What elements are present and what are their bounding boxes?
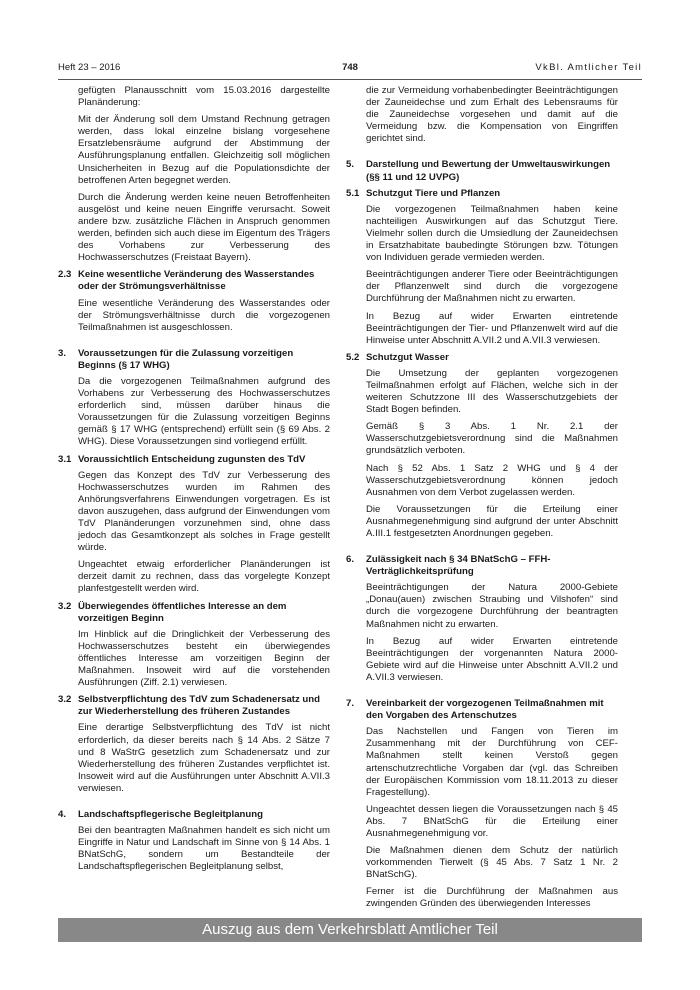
paragraph-3: Da die vorgezogenen Teilmaßnahmen aufgrund des Vorhabens zur Verbesserung des Hochwasserschutzes erforderlich sind, müssen darüber hinaus die Voraussetzungen für die Zulassung vorzeitigen Beginns gemäß § 17 WHG (entsprechend) erfüllt sein (§ 69 Abs. 2 WHG). Diese Voraussetzungen sind vorliegend erfüllt. — [78, 375, 330, 448]
paragraph-no-impact: Durch die Änderung werden keine neuen Betroffenheiten ausgelöst und keine neuen Eingriffe verursacht. Soweit andere bzw. zusätzliche Flächen in Anspruch genommen werden, befinden sich auch diese im Eigentum des Trägers des Vorhabens zur Verbesserung des Hochwasserschutzes (Freistaat Bayern). — [78, 191, 330, 264]
heading-text: Darstellung und Bewertung der Umweltauswirkungen (§§ 11 und 12 UVPG) — [366, 159, 611, 183]
paragraph-7a: Das Nachstellen und Fangen von Tieren im Zusammenhang mit der Durchführung von CEF-Maßnahmen stellt keinen Verstoß gegen artenschutzrechtliche Vorgaben dar (vgl. das Schreiben der Europäischen Kommission vom 18.11.2013 zu dieser Fragestellung). — [366, 726, 618, 798]
paragraph-5-1a: Die vorgezogenen Teilmaßnahmen haben keine nachteiligen Auswirkungen auf das Schutzgut Tiere. Vielmehr sollen durch die Umsiedlung der Zauneidechsen in Ersatzhabitate baubedingte Störungen bzw. Tötungen von Individuen gerade vermieden werden. — [366, 203, 618, 264]
heading-number: 3.2 — [58, 600, 72, 612]
paragraph-3-1a: Gegen das Konzept des TdV zur Verbesserung des Hochwasserschutzes wurden im Rahmen des Anhörungsverfahrens Einwendungen vorgetragen. Es ist davon auszugehen, dass aufgrund der Einwendungen vom TdV Planänderungen vorzunehmen sind, ohne dass jedoch das Gesamtkonzept als solches in Frage gestellt würde. — [78, 469, 330, 554]
right-column — [346, 85, 618, 916]
issue-label: Heft 23 – 2016 — [58, 62, 121, 73]
heading-number: 2.3 — [58, 269, 72, 281]
heading-number: 4. — [58, 808, 67, 820]
heading-2-3 — [58, 269, 330, 293]
heading-text: Schutzgut Tiere und Pflanzen — [366, 187, 501, 199]
paragraph-3-2: Im Hinblick auf die Dringlichkeit der Verbesserung des Hochwasserschutzes besteht ein überwiegendes öffentliches Interesse am vorzeitigen Beginn der Maßnahmen. Insoweit wird auf die vorstehenden Ausführungen (Ziff. 2.1) verwiesen. — [78, 628, 330, 689]
heading-4 — [58, 809, 330, 821]
heading-3-2-selbstverpflichtung — [58, 694, 330, 718]
paragraph-5-2a: Die Umsetzung der geplanten vorgezogenen Teilmaßnahmen erfolgt auf Flächen, welche sich in der weiteren Schutzzone III des Wasserschutzgebiets der Stadt Bogen befinden. — [366, 367, 618, 416]
heading-number: 5.2 — [346, 351, 360, 363]
paragraph-5-2d: Die Voraussetzungen für die Erteilung einer Ausnahmegenehmigung sind aufgrund der unter Abschnitt A.III.1 festgesetzten Anordnungen gegeben. — [366, 503, 618, 539]
paragraph-change: Mit der Änderung soll dem Umstand Rechnung getragen werden, dass lokal einzelne bislang vorgesehene Ersatzlebensräume aufgrund der Abstimmung der Ausführungsplanung entfallen. Gleichzeitig soll möglichen Unsicherheiten in Bezug auf die Populationsdichte der betroffenen Arten begegnet werden. — [78, 114, 330, 186]
paragraph-6b: In Bezug auf wider Erwarten eintretende Beeinträchtigungen der vorgenannten Natura 2000-Gebiete wird auf die Hinweise unter Abschnitt A.VII.2 und A.VII.3 verwiesen. — [366, 635, 618, 683]
paragraph-6a: Beeinträchtigungen der Natura 2000-Gebiete „Donau(auen) zwischen Straubing und Vilshofen“ sind durch die vorgezogene Durchführung der beantragten Maßnahmen nicht zu erwarten. — [366, 582, 618, 630]
heading-text: Überwiegendes öffentliches Interesse an dem vorzeitigen Beginn — [78, 600, 287, 624]
footer-banner: Auszug aus dem Verkehrsblatt Amtlicher Teil — [58, 918, 642, 942]
paragraph-intro: gefügten Planausschnitt vom 15.03.2016 dargestellte Planänderung: — [78, 85, 330, 109]
heading-6 — [346, 554, 618, 578]
heading-text: Landschaftspflegerische Begleitplanung — [78, 808, 263, 820]
publication-label: VkBl. Amtlicher Teil — [535, 62, 642, 73]
page-header — [58, 59, 642, 77]
heading-text: Voraussichtlich Entscheidung zugunsten des TdV — [78, 453, 306, 465]
paragraph-5-2b: Gemäß § 3 Abs. 1 Nr. 2.1 der Wasserschutzgebietsverordnung sind die Maßnahmen grundsätzlich verboten. — [366, 421, 618, 457]
heading-text: Voraussetzungen für die Zulassung vorzeitigen Beginns (§ 17 WHG) — [78, 347, 294, 371]
paragraph-5-1b: Beeinträchtigungen anderer Tiere oder Beeinträchtigungen der Pflanzenwelt sind durch die vorgezogene Durchführung der Maßnahmen nicht zu erwarten. — [366, 269, 618, 305]
heading-number: 5. — [346, 159, 355, 171]
heading-number: 3.1 — [58, 453, 72, 465]
paragraph-continued: die zur Vermeidung vorhabenbedingter Beeinträchtigungen der Zauneidechse und zum Erhalt des Lebensraums für die Zauneidechse vorgesehen und damit auf die Vermeidung bzw. die Kompensation von Eingriffen gerichtet sind. — [366, 85, 618, 145]
heading-5-1 — [346, 188, 618, 200]
paragraph-3-2-selbstverpflichtung: Eine derartige Selbstverpflichtung des TdV ist nicht erforderlich, da dieser bereits nach § 14 Abs. 2 Sätze 7 und 8 WaStrG gesetzlich zum Schadenersatz und zur Wiederherstellung des früheren Zustandes verpflichtet ist. Insoweit wird auf die Ausführungen unter Abschnitt A.VII.3 verwiesen. — [78, 722, 330, 794]
heading-5-2 — [346, 352, 618, 364]
heading-3-2 — [58, 601, 330, 625]
paragraph-7d: Ferner ist die Durchführung der Maßnahmen aus zwingenden Gründen des überwiegenden Interesses — [366, 886, 618, 910]
heading-number: 5.1 — [346, 187, 360, 199]
header-divider — [58, 79, 642, 80]
heading-text: Zulässigkeit nach § 34 BNatSchG – FFH-Verträglichkeitsprüfung — [366, 554, 551, 578]
heading-5 — [346, 159, 618, 183]
heading-text: Vereinbarkeit der vorgezogenen Teilmaßnahmen mit den Vorgaben des Artenschutzes — [366, 698, 604, 722]
page-number: 748 — [342, 62, 358, 73]
heading-7 — [346, 698, 618, 722]
heading-3-1 — [58, 454, 330, 466]
left-column — [58, 85, 330, 878]
heading-text: Keine wesentliche Veränderung des Wasserstandes oder der Strömungsverhältnisse — [78, 269, 315, 293]
heading-text: Schutzgut Wasser — [366, 351, 449, 363]
paragraph-5-1c: In Bezug auf wider Erwarten eintretende Beeinträchtigungen der Tier- und Pflanzenwelt wird auf die Hinweise unter Abschnitt A.VII.2 und A.VII.3 verwiesen. — [366, 310, 618, 346]
paragraph-4: Bei den beantragten Maßnahmen handelt es sich nicht um Eingriffe in Natur und Landschaft im Sinne von § 14 Abs. 1 BNatSchG, sondern um Bestandteile der Landschaftspflegerischen Begleitplanung selbst, — [78, 825, 330, 873]
heading-number: 7. — [346, 698, 355, 710]
paragraph-3-1b: Ungeachtet etwaig erforderlicher Planänderungen ist derzeit damit zu rechnen, dass das vorgelegte Konzept planfestgestellt werden wird. — [78, 559, 330, 595]
heading-number: 3. — [58, 347, 67, 359]
paragraph-7b: Ungeachtet dessen liegen die Voraussetzungen nach § 45 Abs. 7 BNatSchG für die Erteilung einer Ausnahmegenehmigung vor. — [366, 803, 618, 839]
paragraph-7c: Die Maßnahmen dienen dem Schutz der natürlich vorkommenden Tierwelt (§ 45 Abs. 7 Satz 1 Nr. 2 BNatSchG). — [366, 845, 618, 881]
paragraph-5-2c: Nach § 52 Abs. 1 Satz 2 WHG und § 4 der Wasserschutzgebietsverordnung können jedoch Ausnahmen von dem Verbot zugelassen werden. — [366, 462, 618, 498]
heading-text: Selbstverpflichtung des TdV zum Schadenersatz und zur Wiederherstellung des früheren Zustandes — [78, 694, 321, 718]
heading-3 — [58, 348, 330, 372]
heading-number: 3.2 — [58, 694, 72, 706]
paragraph-2-3: Eine wesentliche Veränderung des Wasserstandes oder der Strömungsverhältnisse durch die vorgezogenen Teilmaßnahmen ist ausgeschlossen. — [78, 297, 330, 333]
heading-number: 6. — [346, 554, 355, 566]
